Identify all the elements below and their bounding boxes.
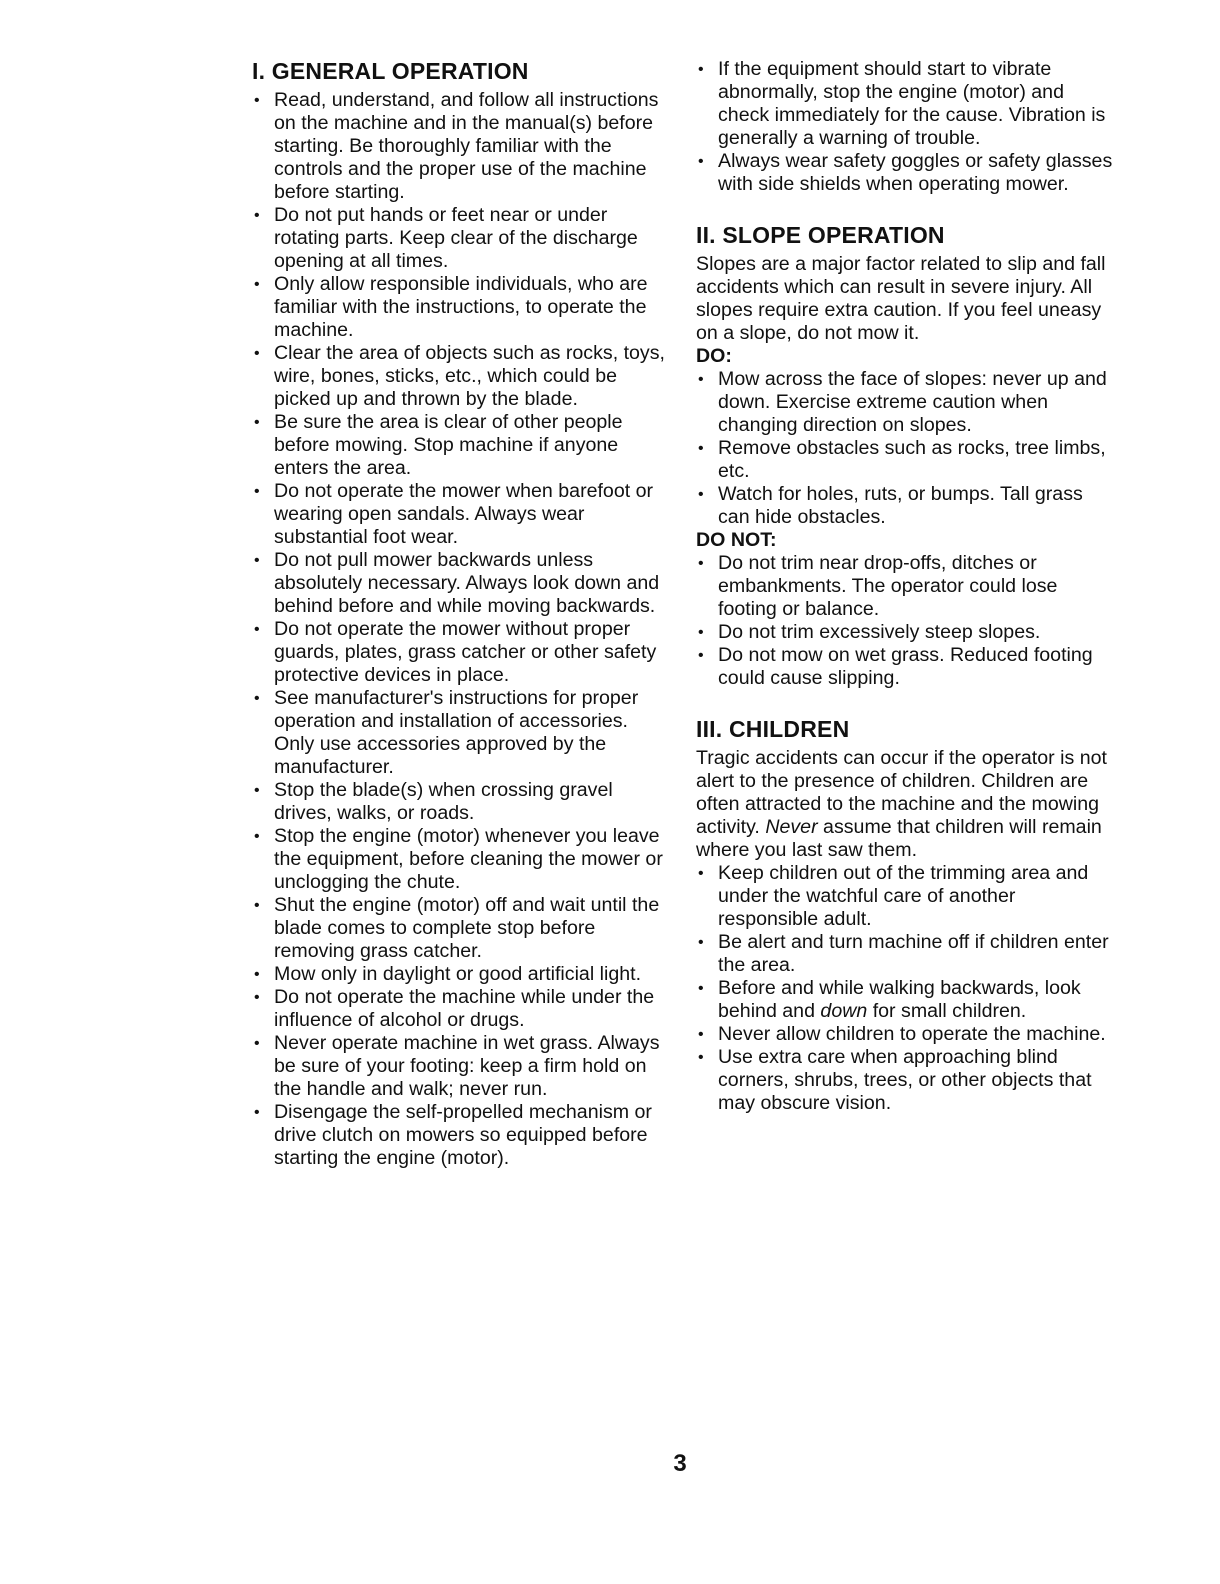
list-item: • Keep children out of the trimming area and under the watchful care of another responsible adult. xyxy=(696,862,1116,931)
list-item: • Only allow responsible individuals, who are familiar with the instructions, to operate the machine. xyxy=(252,273,672,342)
children-intro-never: Never xyxy=(765,816,818,838)
list-item: • Clear the area of objects such as rocks, toys, wire, bones, sticks, etc., which could be picked up and thrown by the blade. xyxy=(252,342,672,411)
item-part-b: for small children. xyxy=(867,1000,1027,1022)
list-item: • Use extra care when approaching blind corners, shrubs, trees, or other objects that may obscure vision. xyxy=(696,1046,1116,1115)
children-intro-part-b: assume that children will remain where you last saw them. xyxy=(696,816,1102,861)
do-label: DO: xyxy=(696,345,732,367)
page-number: 3 xyxy=(673,1450,687,1477)
general-operation-list-continued xyxy=(696,58,1116,196)
children-intro xyxy=(696,747,1116,862)
list-item: • Watch for holes, ruts, or bumps. Tall grass can hide obstacles. xyxy=(696,483,1116,529)
list-item: • Do not operate the mower without proper guards, plates, grass catcher or other safety protective devices in place. xyxy=(252,618,672,687)
list-item: • See manufacturer's instructions for proper operation and installation of accessories. Only use accessories approved by the manufacturer. xyxy=(252,687,672,779)
do-not-list xyxy=(696,552,1116,690)
list-item: • Disengage the self-propelled mechanism or drive clutch on mowers so equipped before starting the engine (motor). xyxy=(252,1101,672,1170)
slope-intro: Slopes are a major factor related to slip and fall accidents which can result in severe injury. All slopes require extra caution. If you feel uneasy on a slope, do not mow it. xyxy=(696,253,1106,344)
do-list xyxy=(696,368,1116,529)
right-column xyxy=(696,58,1116,1141)
list-item: • Mow only in daylight or good artificial light. xyxy=(252,963,672,986)
general-operation-section xyxy=(252,58,672,1170)
list-item: • Stop the blade(s) when crossing gravel drives, walks, or roads. xyxy=(252,779,672,825)
slope-operation-section xyxy=(696,222,1116,690)
general-operation-continued xyxy=(696,58,1116,196)
list-item: • Read, understand, and follow all instructions on the machine and in the manual(s) before starting. Be thoroughly familiar with the controls and the proper use of the machine before starting. xyxy=(252,89,672,204)
list-item: • Stop the engine (motor) whenever you leave the equipment, before cleaning the mower or unclogging the chute. xyxy=(252,825,672,894)
list-item: • Do not put hands or feet near or under rotating parts. Keep clear of the discharge opening at all times. xyxy=(252,204,672,273)
list-item: • Do not operate the mower when barefoot or wearing open sandals. Always wear substantial foot wear. xyxy=(252,480,672,549)
children-heading: III. CHILDREN xyxy=(696,716,850,742)
do-not-label: DO NOT: xyxy=(696,529,777,551)
children-intro-part-a: Tragic accidents can occur if the operator is not alert to the presence of children. Children are often attracted to the machine and the mowing activity. xyxy=(696,747,1107,838)
general-operation-list xyxy=(252,89,672,1170)
list-item xyxy=(696,977,1116,1023)
list-item: • Shut the engine (motor) off and wait until the blade comes to complete stop before removing grass catcher. xyxy=(252,894,672,963)
item-emphasis-down: down xyxy=(820,1000,868,1022)
item-part-a: Before and while walking backwards, look behind and xyxy=(718,977,1081,1022)
list-item: • Mow across the face of slopes: never up and down. Exercise extreme caution when changing direction on slopes. xyxy=(696,368,1116,437)
slope-operation-heading: II. SLOPE OPERATION xyxy=(696,222,945,248)
list-item: • Never allow children to operate the machine. xyxy=(696,1023,1116,1046)
list-item: • Do not mow on wet grass. Reduced footing could cause slipping. xyxy=(696,644,1116,690)
list-item: • If the equipment should start to vibrate abnormally, stop the engine (motor) and check immediately for the cause. Vibration is generally a warning of trouble. xyxy=(696,58,1116,150)
list-item: • Be alert and turn machine off if children enter the area. xyxy=(696,931,1116,977)
list-item: • Be sure the area is clear of other people before mowing. Stop machine if anyone enters the area. xyxy=(252,411,672,480)
list-item: • Remove obstacles such as rocks, tree limbs, etc. xyxy=(696,437,1116,483)
list-item: • Do not operate the machine while under the influence of alcohol or drugs. xyxy=(252,986,672,1032)
list-item: • Never operate machine in wet grass. Always be sure of your footing: keep a firm hold on the handle and walk; never run. xyxy=(252,1032,672,1101)
children-section xyxy=(696,716,1116,1115)
list-item: • Do not pull mower backwards unless absolutely necessary. Always look down and behind before and while moving backwards. xyxy=(252,549,672,618)
general-operation-heading: I. GENERAL OPERATION xyxy=(252,58,529,84)
list-item: • Do not trim excessively steep slopes. xyxy=(696,621,1116,644)
left-column xyxy=(252,58,672,1196)
list-item: • Always wear safety goggles or safety glasses with side shields when operating mower. xyxy=(696,150,1116,196)
list-item: • Do not trim near drop-offs, ditches or embankments. The operator could lose footing or balance. xyxy=(696,552,1116,621)
children-list xyxy=(696,862,1116,1115)
